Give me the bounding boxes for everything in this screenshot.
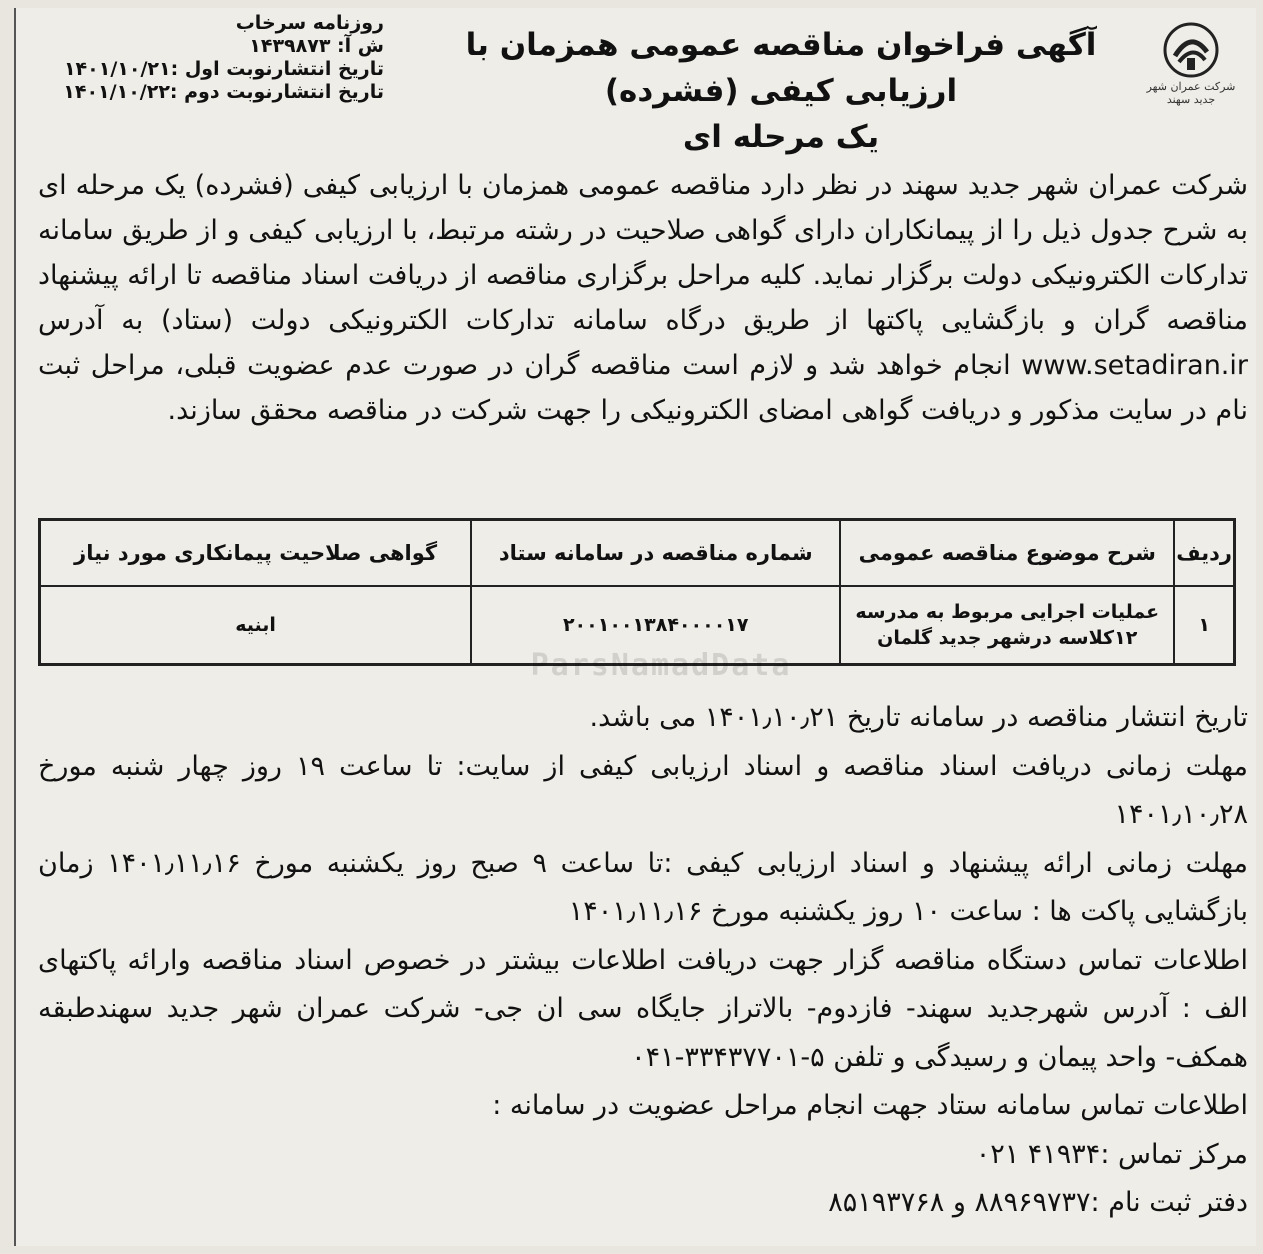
header-tender-number: شماره مناقصه در سامانه ستاد <box>471 520 840 587</box>
first-publish-date: تاریخ انتشارنوبت اول :۱۴۰۱/۱۰/۲۱ <box>63 58 384 80</box>
company-logo-text: شرکت عمران شهر جدید سهند <box>1146 80 1236 106</box>
header-subject: شرح موضوع مناقصه عمومی <box>840 520 1174 587</box>
intro-text: شرکت عمران شهر جدید سهند در نظر دارد مناقصه عمومی همزمان با ارزیابی کیفی (فشرده) یک مرحله ای به شرح جدول ذیل را از پیمانکاران دارای گواهی صلاحیت در رشته مرتبط، با ارزیابی کیفی و از طریق سامانه تدارکات الکترونیکی دولت برگزار نماید. کلیه مراحل برگزاری مناقصه از دریافت اسناد مناقصه تا ارائه پیشنهاد مناقصه گران و بازگشایی پاکتها از طریق درگاه سامانه تدارکات الکترونیکی دولت (ستاد) به آدرس www.setadiran.ir انجام خواهد شد و لازم است مناقصه گران در صورت عدم عضویت قبلی، مراحل ثبت نام در سایت مذکور و دریافت گواهی امضای الکترونیکی را جهت شرکت در مناقصه محقق سازند. <box>38 170 1248 426</box>
cell-row-number: ۱ <box>1174 586 1234 665</box>
document-deadline-line: مهلت زمانی دریافت اسناد مناقصه و اسناد ارزیابی کیفی از سایت: تا ساعت ۱۹ روز چهار شنبه مورخ ۱۴۰۱٫۱۰٫۲۸ <box>38 750 1248 830</box>
publication-meta <box>24 12 384 104</box>
second-publish-date: تاریخ انتشارنوبت دوم :۱۴۰۱/۱۰/۲۲ <box>63 81 384 103</box>
tender-details <box>38 694 1248 1228</box>
cell-tender-number: ۲۰۰۱۰۰۱۳۸۴۰۰۰۰۱۷ <box>471 586 840 665</box>
ad-title-line1: آگهی فراخوان مناقصه عمومی همزمان با ارزیابی کیفی (فشرده) <box>465 27 1097 109</box>
newspaper-clipping <box>14 8 1256 1246</box>
cell-certificate: ابنیه <box>40 586 472 665</box>
company-logo <box>1146 22 1236 106</box>
registration-office-line: دفتر ثبت نام :۸۸۹۶۹۷۳۷ و ۸۵۱۹۳۷۶۸ <box>828 1187 1248 1218</box>
newspaper-name: روزنامه سرخاب <box>235 12 384 34</box>
publish-date-line: تاریخ انتشار مناقصه در سامانه تاریخ ۱۴۰۱٫۱۰٫۲۱ می باشد. <box>589 702 1248 733</box>
header-certificate: گواهی صلاحیت پیمانکاری مورد نیاز <box>40 520 472 587</box>
cell-subject: عملیات اجرایی مربوط به مدرسه ۱۲کلاسه درشهر جدید گلمان <box>840 586 1174 665</box>
watermark: ParsNamadData <box>530 648 792 683</box>
tender-table <box>38 518 1236 666</box>
contact-info-line: اطلاعات تماس دستگاه مناقصه گزار جهت دریافت اطلاعات بیشتر در خصوص اسناد مناقصه وارائه پاکتهای الف : آدرس شهرجدید سهند- فازدوم- بالاتراز جایگاه سی ان جی- شرکت عمران شهر جدید سهندطبقه همکف- واحد پیمان و رسیدگی و تلفن ۵-۳۳۴۳۷۷۰۱-۰۴۱ <box>38 944 1248 1073</box>
intro-paragraph <box>38 163 1248 433</box>
call-center-line: مرکز تماس :۴۱۹۳۴ ۰۲۱ <box>975 1138 1248 1170</box>
setad-contact-line: اطلاعات تماس سامانه ستاد جهت انجام مراحل عضویت در سامانه : <box>492 1090 1248 1121</box>
ad-title <box>431 22 1131 160</box>
ad-title-line2: یک مرحله ای <box>682 119 880 155</box>
company-logo-icon <box>1163 22 1219 78</box>
header-row-number: ردیف <box>1174 520 1234 587</box>
issue-number: ش آ: ۱۴۳۹۸۷۳ <box>249 35 384 57</box>
bid-deadline-line: مهلت زمانی ارائه پیشنهاد و اسناد ارزیابی کیفی :تا ساعت ۹ صبح روز یکشنبه مورخ ۱۴۰۱٫۱۱٫۱۶ زمان بازگشایی پاکت ها : ساعت ۱۰ روز یکشنبه مورخ ۱۴۰۱٫۱۱٫۱۶ <box>38 847 1248 927</box>
table-header-row <box>40 520 1235 587</box>
ad-header <box>16 8 1256 155</box>
